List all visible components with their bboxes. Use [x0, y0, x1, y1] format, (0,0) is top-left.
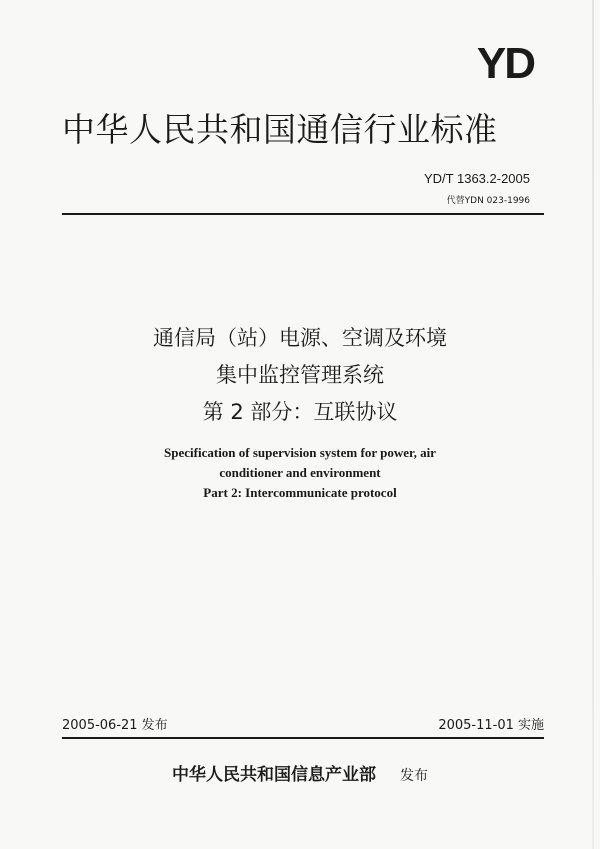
- issue-date: 2005-06-21 发布: [62, 718, 168, 733]
- title-en-line-2: conditioner and environment: [219, 465, 381, 480]
- title-en-line-3: Part 2: Intercommunicate protocol: [203, 485, 397, 500]
- title-cn-line-1: 通信局（站）电源、空调及环境: [153, 326, 447, 350]
- footer-divider: [62, 737, 544, 739]
- publisher-suffix: 发布: [399, 768, 428, 784]
- title-cn-line-2: 集中监控管理系统: [216, 363, 384, 387]
- publisher-name: 中华人民共和国信息产业部: [172, 765, 377, 785]
- yd-logo: YD: [476, 39, 534, 88]
- title-en-line-1: Specification of supervision system for power, air: [164, 445, 436, 460]
- standard-number: YD/T 1363.2-2005: [424, 171, 530, 186]
- publisher: [0, 760, 600, 785]
- replaces-standard: 代替YDN 023-1996: [446, 196, 530, 206]
- title-cn-line-3: 第 2 部分：互联协议: [202, 400, 398, 424]
- implementation-date: 2005-11-01 实施: [438, 718, 544, 733]
- header-divider: [62, 213, 544, 215]
- header-title: 中华人民共和国通信行业标准: [62, 110, 498, 149]
